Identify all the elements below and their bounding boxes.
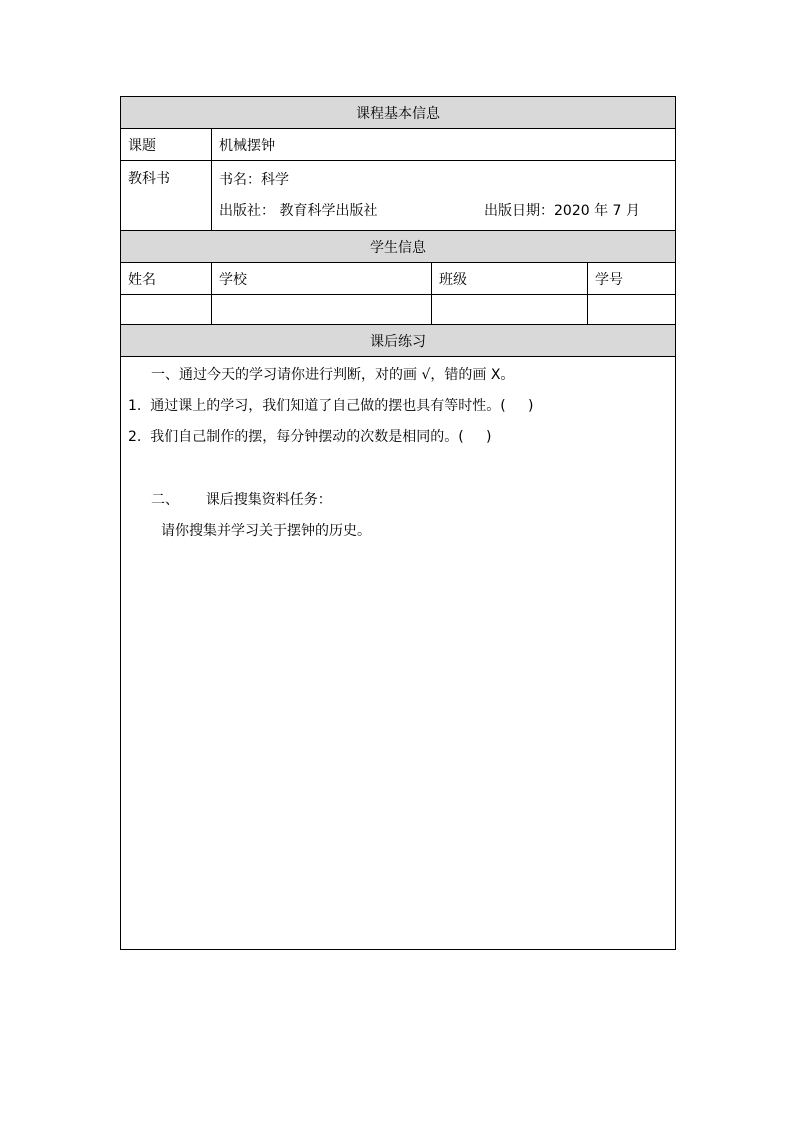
publisher-line xyxy=(219,196,675,227)
homework-content xyxy=(121,357,676,950)
topic-label: 课题 xyxy=(121,129,212,161)
student-id-column-header: 学号 xyxy=(588,263,676,295)
part2-task: 请你搜集并学习关于摆钟的历史。 xyxy=(161,523,371,539)
question-1: 1. 通过课上的学习，我们知道了自己做的摆也具有等时性。( ) xyxy=(128,398,534,414)
question-2: 2. 我们自己制作的摆，每分钟摆动的次数是相同的。( ) xyxy=(128,429,492,445)
student-id-field[interactable] xyxy=(588,295,676,325)
class-field[interactable] xyxy=(432,295,588,325)
textbook-label: 教科书 xyxy=(121,161,212,231)
part2-title: 二、 课后搜集资料任务： xyxy=(151,492,332,508)
textbook-info xyxy=(212,161,676,231)
course-basic-info-header: 课程基本信息 xyxy=(121,97,676,129)
school-field[interactable] xyxy=(212,295,432,325)
part1-title: 一、通过今天的学习请你进行判断，对的画 √，错的画 X。 xyxy=(151,367,515,383)
publish-date: 出版日期：2020 年 7 月 xyxy=(484,202,640,219)
book-name: 书名：科学 xyxy=(219,171,289,188)
homework-header: 课后练习 xyxy=(121,325,676,357)
class-column-header: 班级 xyxy=(432,263,588,295)
course-table xyxy=(120,96,676,950)
name-column-header: 姓名 xyxy=(121,263,212,295)
publisher: 出版社： 教育科学出版社 xyxy=(219,202,378,219)
course-info-sheet xyxy=(120,96,675,950)
school-column-header: 学校 xyxy=(212,263,432,295)
topic-value: 机械摆钟 xyxy=(212,129,676,161)
name-field[interactable] xyxy=(121,295,212,325)
student-info-header: 学生信息 xyxy=(121,231,676,263)
